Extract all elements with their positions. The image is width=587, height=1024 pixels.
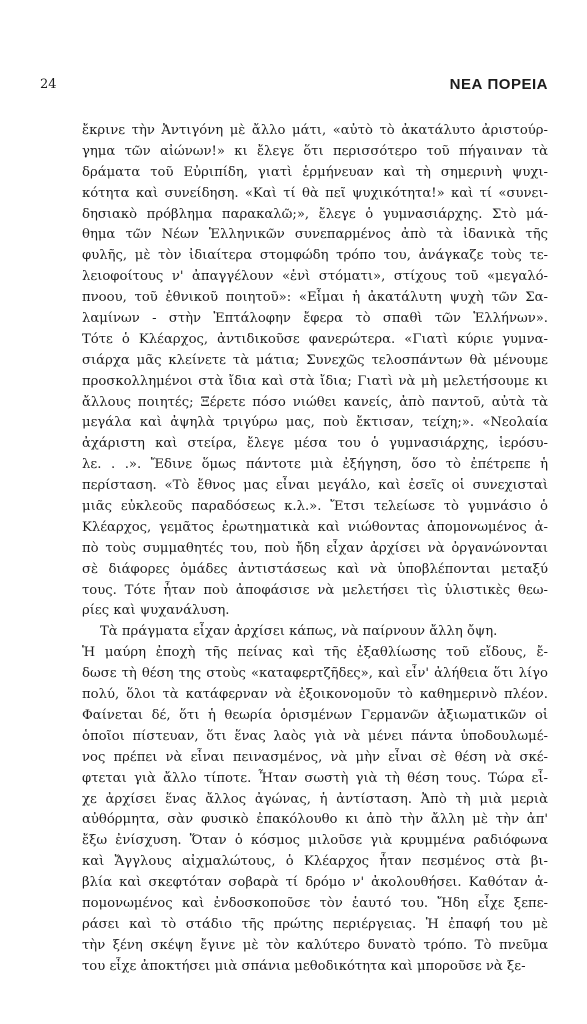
text-line: θημα τῶν Νέων Ἑλληνικῶν συνεπαρμένος ἀπὸ τὰ ἰδανικὰ τῆς — [82, 227, 548, 243]
text-line: δωσε τὴ θέση της στοὺς «καταφερτζῆδες», καὶ εἶν' ἀλήθεια ὅτι λίγο — [82, 666, 548, 682]
text-line: ἔξω ἐνίσχυση. Ὅταν ὁ κόσμος μιλοῦσε γιὰ κρυμμένα ραδιόφωνα — [82, 833, 548, 849]
body-text — [82, 121, 548, 978]
text-line: πομονωμένος καὶ ἐνδοσκοποῦσε τὸν ἑαυτό του. Ἤδη εἶχε ξεπε- — [82, 895, 548, 911]
text-line: δράματα τοῦ Εὐριπίδη, γιατὶ ἑρμήνευαν καὶ τὴ σημερινὴ ψυχι- — [82, 164, 548, 180]
text-line: φυλῆς, μὲ τὸν ἰδιαίτερα στομφώδη τρόπο του, ἀνάγκαζε τοὺς τε- — [82, 248, 548, 264]
text-line: του εἶχε ἀποκτήσει μιὰ σπάνια μεθοδικότητα καὶ μποροῦσε νὰ ξε- — [82, 958, 526, 974]
page-header — [40, 76, 548, 94]
text-line: Τὰ πράγματα εἶχαν ἀρχίσει κάπως, νὰ παίρνουν ἄλλη ὄψη. — [100, 624, 498, 640]
text-line: ἔκρινε τὴν Ἀντιγόνη μὲ ἄλλο μάτι, «αὐτὸ τὸ ἀκατάλυτο ἀριστούρ- — [82, 123, 548, 138]
text-line: κότητα καὶ συνείδηση. «Καὶ τί θὰ πεῖ ψυχικότητα!» καὶ τί «συνει- — [82, 185, 548, 201]
text-line: πολύ, ὅλοι τὰ κατάφερναν νὰ ἐξοικονομοῦν τὸ καθημερινὸ πλέον. — [82, 687, 548, 703]
running-title: ΝΕΑ ΠΟΡΕΙΑ — [449, 76, 548, 93]
page-number: 24 — [40, 77, 57, 92]
text-line: τους. Τότε ἦταν ποὺ ἀποφάσισε νὰ μελετήσει τὶς ὑλιστικὲς θεω- — [82, 582, 548, 598]
text-line: Φαίνεται δέ, ὅτι ἡ θεωρία ὁρισμένων Γερμανῶν ἀξιωματικῶν οἱ — [82, 707, 548, 723]
text-line: ὁποῖοι πίστευαν, ὅτι ἕνας λαὸς γιὰ νὰ μένει πάντα ὑποδουλωμέ- — [82, 728, 548, 744]
text-line: νος πρέπει νὰ εἶναι πεινασμένος, νὰ μὴν εἶναι σὲ θέση νὰ σκέ- — [82, 749, 548, 765]
text-line: σιάρχα μᾶς κλείνετε τὰ μάτια; Συνεχῶς τελοσπάντων θὰ μένουμε — [82, 352, 548, 368]
text-line: Κλέαρχος, γεμᾶτος ἐρωτηματικὰ καὶ νιώθοντας ἀπομονωμένος ἀ- — [82, 519, 548, 535]
text-line: πὸ τοὺς συμμαθητές του, ποὺ ἤδη εἶχαν ἀρχίσει νὰ ὀργανώνονται — [82, 540, 548, 556]
text-line: γημα τῶν αἰώνων!» κι ἔλεγε ὅτι περισσότερο τοῦ πήγαιναν τὰ — [82, 143, 548, 159]
text-line: καὶ Ἄγγλους αἰχμαλώτους, ὁ Κλέαρχος ἦταν πεσμένος στὰ βι- — [82, 854, 548, 870]
text-line: σὲ διάφορες ὁμάδες ἀντιστάσεως καὶ νὰ ὑποβλέπονται μεταξύ — [82, 561, 548, 577]
text-line: λε. . .». Ἔδινε ὅμως πάντοτε μιὰ ἐξήγηση, ὅσο τὸ ἐπέτρεπε ἡ — [82, 457, 548, 473]
text-line: προσκολλημένοι στὰ ἴδια καὶ στὰ ἴδια; Γιατὶ νὰ μὴ μελετήσουμε κι — [82, 373, 548, 389]
text-line: ἀχάριστη καὶ στείρα, ἔλεγε μέσα του ὁ γυμνασιάρχης, ἱερόσυ- — [82, 436, 548, 452]
text-line: ράσει καὶ τὸ στάδιο τῆς πρώτης περιέργειας. Ἡ ἐπαφή του μὲ — [82, 916, 548, 932]
text-line: ρίες καὶ ψυχανάλυση. — [82, 603, 230, 619]
text-line: αὐθόρμητα, σὰν φυσικὸ ἐπακόλουθο κι ἀπὸ τὴν ἄλλη μὲ τὴν ἀπ' — [82, 812, 548, 828]
paragraph — [82, 121, 548, 622]
paragraph — [82, 622, 548, 977]
text-line: δησιακὸ πρόβλημα παρακαλῶ;», ἔλεγε ὁ γυμνασιάρχης. Στὸ μά- — [82, 206, 548, 222]
text-line: μιᾶς εὐκλεοῦς παραδόσεως κ.λ.». Ἔτσι τελείωσε τὸ γυμνάσιο ὁ — [82, 499, 548, 515]
text-line: λαμίνων - στὴν Ἐπτάλοφην ἔφερα τὸ σπαθὶ τῶν Ἑλλήνων». — [82, 311, 548, 327]
text-line: χε ἀρχίσει ἕνας ἄλλος ἀγώνας, ἡ ἀντίσταση. Ἀπὸ τὴ μιὰ μεριὰ — [82, 791, 548, 807]
text-line: Ἡ μαύρη ἐποχὴ τῆς πείνας καὶ τῆς ἐξαθλίωσης τοῦ εἴδους, ἔ- — [82, 645, 548, 661]
text-line: πνοου, τοῦ ἐθνικοῦ ποιητοῦ»: «Εἶμαι ἡ ἀκατάλυτη ψυχὴ τῶν Σα- — [82, 290, 548, 306]
text-line: βλία καὶ σκεφτόταν σοβαρὰ τί δρόμο ν' ἀκολουθήσει. Καθόταν ἀ- — [82, 875, 548, 891]
text-line: φτεται γιὰ ἄλλο τίποτε. Ἦταν σωστὴ γιὰ τὴ θέση τους. Τώρα εἶ- — [82, 770, 548, 786]
text-line: περίσταση. «Τὸ ἔθνος μας εἶναι μεγάλο, καὶ ἐσεῖς οἱ συνεχισταὶ — [82, 478, 548, 494]
text-line: λειοφοίτους ν' ἀπαγγέλουν «ἑνὶ στόματι», στίχους τοῦ «μεγαλό- — [82, 269, 548, 285]
text-line: ἄλλους ποιητές; Ξέρετε πόσο νιώθει κανείς, ἀπὸ παντοῦ, αὐτὰ τὰ — [82, 394, 548, 410]
text-line: Τότε ὁ Κλέαρχος, ἀντιδικοῦσε φανερώτερα. «Γιατὶ κύριε γυμνα- — [82, 331, 548, 347]
text-line: μεγάλα καὶ ἀψηλὰ τριγύρω μας, ποὺ ἔκτισαν, τείχη;». «Νεολαία — [82, 415, 548, 431]
text-line: τὴν ξένη σκέψη ἔγινε μὲ τὸν καλύτερο δυνατὸ τρόπο. Τὸ πνεῦμα — [82, 937, 548, 953]
